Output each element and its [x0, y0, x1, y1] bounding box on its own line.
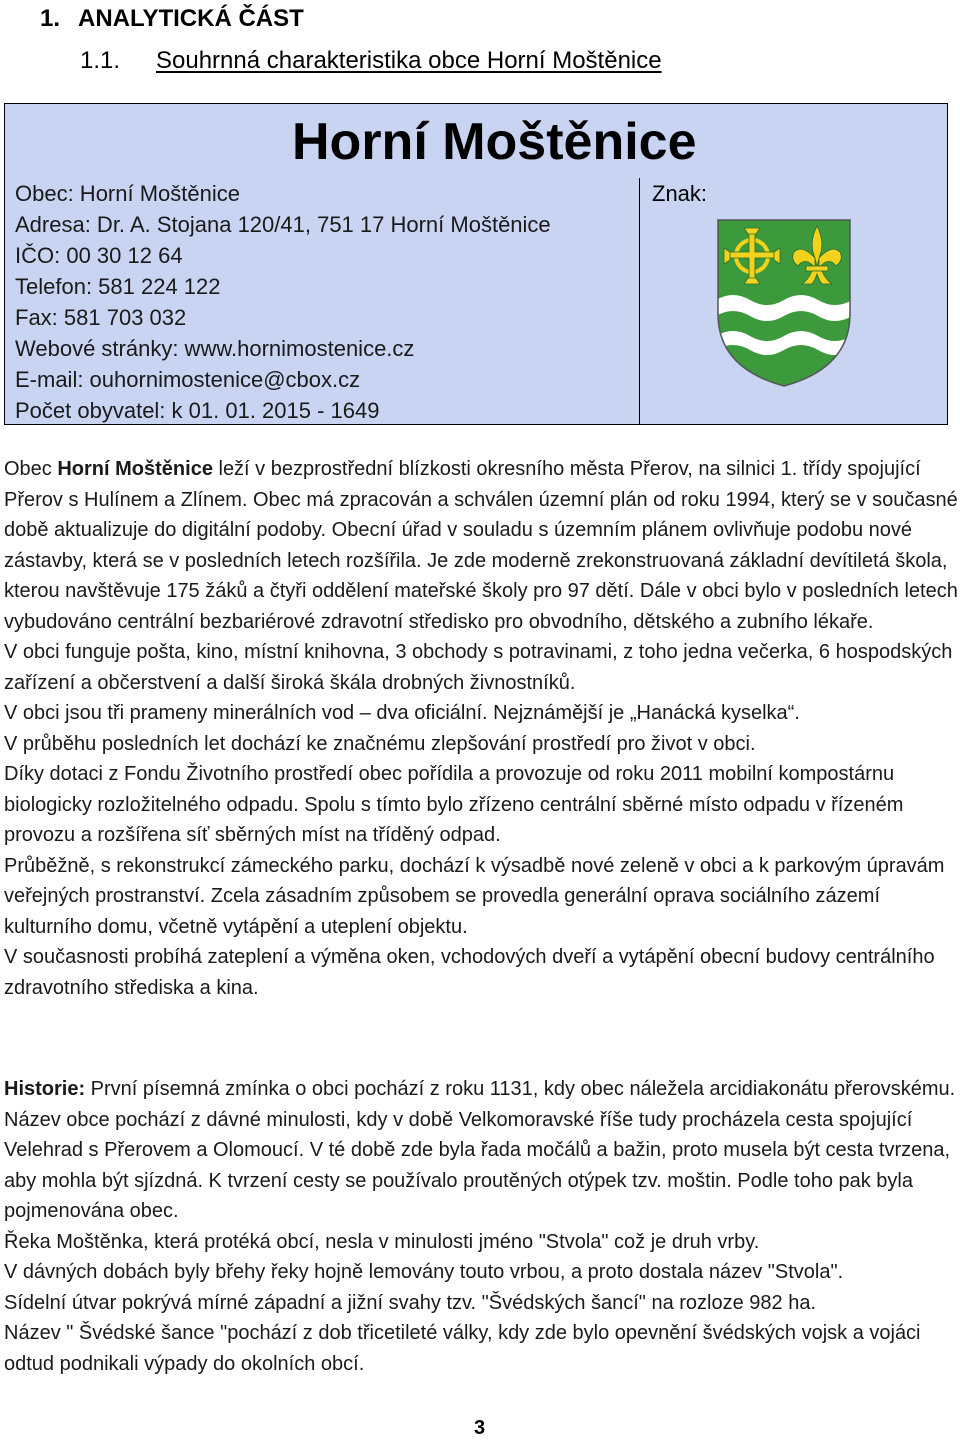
info-line-email: E-mail: ouhornimostenice@cbox.cz [15, 367, 361, 392]
paragraph: Řeka Moštěnka, která protéká obcí, nesla v minulosti jméno "Stvola" což je druh vrby. [4, 1230, 760, 1253]
coat-of-arms-icon [716, 218, 852, 388]
municipality-info-box [4, 103, 948, 425]
contact-info-cell [5, 178, 639, 425]
paragraph: Historie: První písemná zmínka o obci pochází z roku 1131, kdy obec náležela arcidiakonátu přerovskému. Název obce pochází z dávné minulosti, kdy v době Velkomoravské říše tudy procházela cesta spojující Velehrad s Přerovem a Olomoucí. V té době zde byla řada močálů a bažin, proto musela být cesta tvrzena, aby mohla být sjízdná. K tvrzení cesty se používalo proutěných otýpek tzv. moštin. Podle toho pak byla pojmenována obec. [4, 1078, 956, 1222]
info-line-fax: Fax: 581 703 032 [15, 305, 187, 330]
paragraph: Průběžně, s rekonstrukcí zámeckého parku, dochází k výsadbě nové zeleně v obci a k parkovým úpravám veřejných prostranství. Zcela zásadním způsobem se provedla generální oprava sociálního zázemí kulturního domu, včetně vytápění a uteplení objektu. [4, 854, 945, 938]
paragraph: Obec Horní Moštěnice leží v bezprostřední blízkosti okresního města Přerov, na silnici 1. třídy spojující Přerov s Hulínem a Zlínem. Obec má zpracován a schválen územní plán od roku 1994, který se v současné době aktualizuje do digitální podoby. Obecní úřad v souladu s územním plánem ovlivňuje podobu nové zástavby, která se v posledních letech rozšířila. Je zde moderně zrekonstruovaná základní devítiletá škola, kterou navštěvuje 175 žáků a čtyři oddělení mateřské školy pro 97 dětí. Dále v obci bylo v posledních letech vybudováno centrální bezbariérové zdravotní středisko pro obvodního, dětského a zubního lékaře. [4, 458, 958, 633]
history-label: Historie: [4, 1078, 86, 1100]
contact-info-list [15, 178, 551, 425]
paragraph: V obci funguje pošta, kino, místní knihovna, 3 obchody s potravinami, z toho jedna večerka, 6 hospodských zařízení a občerstvení a další široká škála drobných živnostníků. [4, 641, 953, 694]
heading-level-2: 1.1. Souhrnná charakteristika obce Horní Moštěnice [80, 47, 662, 74]
info-box-title-band [5, 104, 947, 179]
info-line-population: Počet obyvatel: k 01. 01. 2015 - 1649 [15, 398, 380, 423]
municipality-name-bold: Horní Moštěnice [57, 458, 213, 480]
paragraph: V průběhu posledních let dochází ke značnému zlepšování prostředí pro život v obci. [4, 732, 756, 755]
info-box-title: Horní Moštěnice [292, 113, 697, 171]
info-line-web: Webové stránky: www.hornimostenice.cz [15, 336, 415, 361]
paragraph: Sídelní útvar pokrývá mírné západní a jižní svahy tzv. "Švédských šancí" na rozloze 982 ha. [4, 1291, 817, 1314]
heading-level-1: 1. ANALYTICKÁ ČÁST [40, 5, 304, 32]
paragraph: Díky dotaci z Fondu Životního prostředí obec pořídila a provozuje od roku 2011 mobilní kompostárnu biologicky rozložitelného odpadu. Spolu s tímto bylo zřízeno centrální sběrné místo odpadu v řízeném provozu a rozšířena síť sběrných míst na tříděný odpad. [4, 763, 904, 846]
coat-of-arms-cell [640, 178, 948, 425]
info-line-ico: IČO: 00 30 12 64 [15, 243, 183, 268]
page-number: 3 [474, 1417, 486, 1439]
paragraph: V současnosti probíhá zateplení a výměna oken, vchodových dveří a vytápění obecní budovy centrálního zdravotního střediska a kina. [4, 946, 935, 999]
info-line-adresa: Adresa: Dr. A. Stojana 120/41, 751 17 Horní Moštěnice [15, 212, 551, 237]
info-line-obec: Obec: Horní Moštěnice [15, 181, 240, 206]
description-text [4, 454, 960, 1003]
paragraph: V obci jsou tři prameny minerálních vod – dva oficiální. Nejznámější je „Hanácká kyselka“. [4, 702, 800, 724]
paragraph: V dávných dobách byly břehy řeky hojně lemovány touto vrbou, a proto dostala název "Stvola". [4, 1261, 844, 1283]
history-section [4, 1074, 960, 1379]
info-line-telefon: Telefon: 581 224 122 [15, 274, 221, 299]
znak-label: Znak: [652, 181, 708, 206]
paragraph: Název " Švédské šance "pochází z dob třicetileté války, kdy zde bylo opevnění švédských vojsk a vojáci odtud podnikali výpady do okolních obcí. [4, 1322, 921, 1375]
